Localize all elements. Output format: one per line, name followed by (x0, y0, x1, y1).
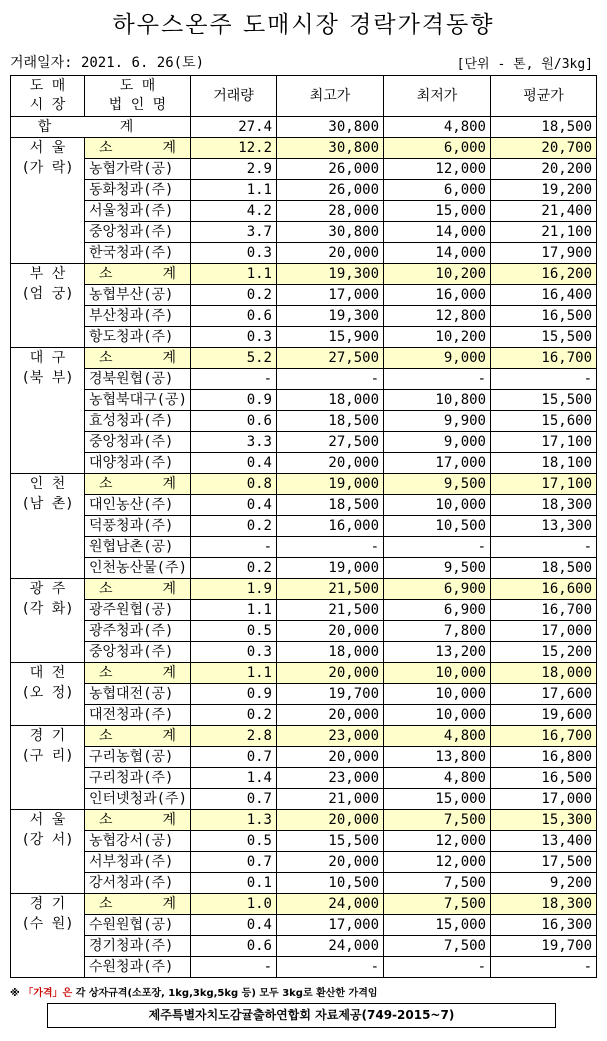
table-row (11, 306, 597, 327)
volume-cell: 0.5 (191, 621, 277, 642)
max-price-cell: 30,800 (277, 222, 384, 243)
avg-price-cell: 13,400 (491, 831, 597, 852)
min-price-cell: 10,000 (384, 684, 491, 705)
avg-price-cell: 19,700 (491, 936, 597, 957)
volume-cell: 1.0 (191, 894, 277, 915)
volume-cell: 3.3 (191, 432, 277, 453)
max-price-cell: 20,000 (277, 810, 384, 831)
avg-price-cell: 17,100 (491, 474, 597, 495)
avg-price-cell: 21,100 (491, 222, 597, 243)
corp-name: 인천농산물(주) (85, 558, 191, 579)
corp-name: 동화청과(주) (85, 180, 191, 201)
subtotal-row (11, 663, 597, 684)
avg-price-cell: 18,300 (491, 495, 597, 516)
volume-cell: 1.1 (191, 663, 277, 684)
avg-price-cell: 13,300 (491, 516, 597, 537)
price-table (10, 75, 597, 978)
header-avg: 평균가 (491, 76, 597, 117)
min-price-cell: 4,800 (384, 726, 491, 747)
market-name: 부 산 (엄 궁) (11, 264, 85, 348)
max-price-cell: 26,000 (277, 180, 384, 201)
min-price-cell: - (384, 957, 491, 978)
min-price-cell: 13,800 (384, 747, 491, 768)
min-price-cell: 9,500 (384, 558, 491, 579)
volume-cell: 1.1 (191, 600, 277, 621)
volume-cell: 0.5 (191, 831, 277, 852)
page-title: 하우스온주 도매시장 경락가격동향 (112, 12, 495, 38)
corp-name: 서부청과(주) (85, 852, 191, 873)
min-price-cell: 15,000 (384, 201, 491, 222)
market-name: 서 울 (가 락) (11, 138, 85, 264)
table-row (11, 873, 597, 894)
volume-cell: 0.6 (191, 411, 277, 432)
max-price-cell: 19,300 (277, 264, 384, 285)
market-name: 경 기 (수 원) (11, 894, 85, 978)
avg-price-cell: - (491, 957, 597, 978)
header-row (11, 76, 597, 117)
volume-cell: 0.2 (191, 705, 277, 726)
corp-name: 덕풍청과(주) (85, 516, 191, 537)
table-row (11, 327, 597, 348)
corp-name: 광주청과(주) (85, 621, 191, 642)
corp-name: 수원원협(공) (85, 915, 191, 936)
subtotal-row (11, 264, 597, 285)
max-price-cell: 20,000 (277, 705, 384, 726)
corp-name: 대양청과(주) (85, 453, 191, 474)
min-price-cell: 17,000 (384, 453, 491, 474)
table-row (11, 768, 597, 789)
max-price-cell: 15,500 (277, 831, 384, 852)
table-row (11, 642, 597, 663)
table-row (11, 957, 597, 978)
max-price-cell: 17,000 (277, 285, 384, 306)
corp-name: 강서청과(주) (85, 873, 191, 894)
table-row (11, 789, 597, 810)
trade-date: 거래일자: 2021. 6. 26(토) (10, 55, 205, 71)
header-volume: 거래량 (191, 76, 277, 117)
avg-price-cell: 15,200 (491, 642, 597, 663)
avg-price-cell: 15,600 (491, 411, 597, 432)
volume-cell: 4.2 (191, 201, 277, 222)
min-price-cell: 10,000 (384, 495, 491, 516)
total-max: 30,800 (277, 117, 384, 138)
corp-name: 소 계 (85, 138, 191, 159)
table-row (11, 390, 597, 411)
avg-price-cell: 15,300 (491, 810, 597, 831)
max-price-cell: 30,800 (277, 138, 384, 159)
min-price-cell: 6,900 (384, 579, 491, 600)
max-price-cell: 20,000 (277, 747, 384, 768)
min-price-cell: 9,500 (384, 474, 491, 495)
max-price-cell: 20,000 (277, 453, 384, 474)
avg-price-cell: 16,600 (491, 579, 597, 600)
avg-price-cell: 20,200 (491, 159, 597, 180)
avg-price-cell: 15,500 (491, 390, 597, 411)
table-row (11, 222, 597, 243)
header-min: 최저가 (384, 76, 491, 117)
corp-name: 광주원협(공) (85, 600, 191, 621)
max-price-cell: 20,000 (277, 852, 384, 873)
market-name: 서 울 (강 서) (11, 810, 85, 894)
volume-cell: 0.3 (191, 243, 277, 264)
avg-price-cell: 21,400 (491, 201, 597, 222)
volume-cell: 2.8 (191, 726, 277, 747)
volume-cell: 0.2 (191, 285, 277, 306)
min-price-cell: 7,800 (384, 621, 491, 642)
corp-name: 구리청과(주) (85, 768, 191, 789)
header-market: 도 매 시 장 (11, 76, 85, 117)
max-price-cell: 27,500 (277, 432, 384, 453)
corp-name: 소 계 (85, 894, 191, 915)
avg-price-cell: 16,200 (491, 264, 597, 285)
subtotal-row (11, 579, 597, 600)
subtotal-row (11, 726, 597, 747)
corp-name: 농협강서(공) (85, 831, 191, 852)
table-row (11, 747, 597, 768)
max-price-cell: 20,000 (277, 621, 384, 642)
corp-name: 원협남촌(공) (85, 537, 191, 558)
avg-price-cell: 18,000 (491, 663, 597, 684)
avg-price-cell: 20,700 (491, 138, 597, 159)
corp-name: 소 계 (85, 348, 191, 369)
min-price-cell: 12,800 (384, 306, 491, 327)
header-corp: 도 매 법 인 명 (85, 76, 191, 117)
volume-cell: 0.9 (191, 390, 277, 411)
corp-name: 한국청과(주) (85, 243, 191, 264)
avg-price-cell: 16,800 (491, 747, 597, 768)
min-price-cell: 7,500 (384, 873, 491, 894)
min-price-cell: 7,500 (384, 936, 491, 957)
min-price-cell: 14,000 (384, 243, 491, 264)
volume-cell: 0.3 (191, 642, 277, 663)
volume-cell: 3.7 (191, 222, 277, 243)
avg-price-cell: 17,000 (491, 621, 597, 642)
min-price-cell: 15,000 (384, 915, 491, 936)
table-row (11, 558, 597, 579)
table-row (11, 831, 597, 852)
table-row (11, 600, 597, 621)
avg-price-cell: 16,300 (491, 915, 597, 936)
min-price-cell: 10,200 (384, 327, 491, 348)
corp-name: 항도청과(주) (85, 327, 191, 348)
corp-name: 소 계 (85, 726, 191, 747)
corp-name: 농협대전(공) (85, 684, 191, 705)
volume-cell: 2.9 (191, 159, 277, 180)
min-price-cell: 12,000 (384, 852, 491, 873)
max-price-cell: 21,000 (277, 789, 384, 810)
volume-cell: 0.4 (191, 495, 277, 516)
avg-price-cell: 17,000 (491, 789, 597, 810)
avg-price-cell: 16,500 (491, 768, 597, 789)
corp-name: 인터넷청과(주) (85, 789, 191, 810)
max-price-cell: 19,700 (277, 684, 384, 705)
max-price-cell: 28,000 (277, 201, 384, 222)
corp-name: 중앙청과(주) (85, 432, 191, 453)
volume-cell: - (191, 369, 277, 390)
min-price-cell: 9,000 (384, 348, 491, 369)
corp-name: 소 계 (85, 663, 191, 684)
min-price-cell: 14,000 (384, 222, 491, 243)
corp-name: 부산청과(주) (85, 306, 191, 327)
max-price-cell: 27,500 (277, 348, 384, 369)
total-volume: 27.4 (191, 117, 277, 138)
footnote: ※ 「가격」은 각 상자규격(소포장, 1kg,3kg,5kg 등) 모두 3kg로 환산한 가격임 (10, 988, 378, 999)
max-price-cell: 26,000 (277, 159, 384, 180)
avg-price-cell: 17,500 (491, 852, 597, 873)
subtotal-row (11, 810, 597, 831)
table-row (11, 453, 597, 474)
corp-name: 농협북대구(공) (85, 390, 191, 411)
table-row (11, 516, 597, 537)
min-price-cell: 13,200 (384, 642, 491, 663)
table-row (11, 537, 597, 558)
table-row (11, 705, 597, 726)
min-price-cell: 7,500 (384, 894, 491, 915)
corp-name: 효성청과(주) (85, 411, 191, 432)
max-price-cell: 24,000 (277, 894, 384, 915)
volume-cell: 5.2 (191, 348, 277, 369)
max-price-cell: 16,000 (277, 516, 384, 537)
max-price-cell: 21,500 (277, 600, 384, 621)
market-name: 경 기 (구 리) (11, 726, 85, 810)
max-price-cell: 15,900 (277, 327, 384, 348)
max-price-cell: 10,500 (277, 873, 384, 894)
market-name: 인 천 (남 촌) (11, 474, 85, 579)
min-price-cell: 4,800 (384, 768, 491, 789)
corp-name: 경기청과(주) (85, 936, 191, 957)
avg-price-cell: 18,300 (491, 894, 597, 915)
total-avg: 18,500 (491, 117, 597, 138)
volume-cell: 0.3 (191, 327, 277, 348)
header-max: 최고가 (277, 76, 384, 117)
volume-cell: 1.1 (191, 264, 277, 285)
volume-cell: 0.9 (191, 684, 277, 705)
avg-price-cell: 19,600 (491, 705, 597, 726)
max-price-cell: - (277, 369, 384, 390)
min-price-cell: 15,000 (384, 789, 491, 810)
volume-cell: 0.8 (191, 474, 277, 495)
corp-name: 수원청과(주) (85, 957, 191, 978)
max-price-cell: 18,500 (277, 495, 384, 516)
table-row (11, 684, 597, 705)
min-price-cell: 9,900 (384, 411, 491, 432)
corp-name: 경북원협(공) (85, 369, 191, 390)
avg-price-cell: - (491, 537, 597, 558)
avg-price-cell: 18,500 (491, 558, 597, 579)
min-price-cell: 12,000 (384, 831, 491, 852)
subtotal-row (11, 138, 597, 159)
avg-price-cell: 17,600 (491, 684, 597, 705)
avg-price-cell: - (491, 369, 597, 390)
unit-label: [단위 - 톤, 원/3kg] (456, 57, 593, 72)
min-price-cell: 16,000 (384, 285, 491, 306)
table-row (11, 180, 597, 201)
volume-cell: 0.7 (191, 747, 277, 768)
corp-name: 소 계 (85, 810, 191, 831)
table-row (11, 243, 597, 264)
min-price-cell: 7,500 (384, 810, 491, 831)
avg-price-cell: 19,200 (491, 180, 597, 201)
subtotal-row (11, 348, 597, 369)
table-row (11, 915, 597, 936)
max-price-cell: 19,300 (277, 306, 384, 327)
total-row (11, 117, 597, 138)
subtotal-row (11, 474, 597, 495)
avg-price-cell: 16,400 (491, 285, 597, 306)
corp-name: 농협부산(공) (85, 285, 191, 306)
table-row (11, 369, 597, 390)
min-price-cell: 10,800 (384, 390, 491, 411)
min-price-cell: 10,200 (384, 264, 491, 285)
min-price-cell: - (384, 369, 491, 390)
table-row (11, 285, 597, 306)
corp-name: 소 계 (85, 474, 191, 495)
avg-price-cell: 16,700 (491, 348, 597, 369)
min-price-cell: 10,000 (384, 663, 491, 684)
corp-name: 대전청과(주) (85, 705, 191, 726)
min-price-cell: 10,500 (384, 516, 491, 537)
min-price-cell: - (384, 537, 491, 558)
max-price-cell: 20,000 (277, 243, 384, 264)
volume-cell: - (191, 957, 277, 978)
corp-name: 소 계 (85, 264, 191, 285)
avg-price-cell: 17,100 (491, 432, 597, 453)
max-price-cell: 19,000 (277, 474, 384, 495)
table-row (11, 201, 597, 222)
volume-cell: 0.6 (191, 936, 277, 957)
corp-name: 구리농협(공) (85, 747, 191, 768)
volume-cell: - (191, 537, 277, 558)
total-label: 합 계 (11, 117, 191, 138)
min-price-cell: 6,000 (384, 180, 491, 201)
volume-cell: 0.7 (191, 789, 277, 810)
min-price-cell: 10,000 (384, 705, 491, 726)
max-price-cell: - (277, 957, 384, 978)
min-price-cell: 9,000 (384, 432, 491, 453)
min-price-cell: 12,000 (384, 159, 491, 180)
volume-cell: 0.7 (191, 852, 277, 873)
volume-cell: 1.9 (191, 579, 277, 600)
max-price-cell: 21,500 (277, 579, 384, 600)
volume-cell: 1.4 (191, 768, 277, 789)
table-row (11, 621, 597, 642)
avg-price-cell: 16,700 (491, 726, 597, 747)
volume-cell: 1.3 (191, 810, 277, 831)
avg-price-cell: 15,500 (491, 327, 597, 348)
source-credit: 제주특별자치도감귤출하연합회 자료제공(749-2015~7) (47, 1003, 556, 1028)
avg-price-cell: 16,700 (491, 600, 597, 621)
table-row (11, 432, 597, 453)
corp-name: 대인농산(주) (85, 495, 191, 516)
table-row (11, 159, 597, 180)
volume-cell: 0.1 (191, 873, 277, 894)
volume-cell: 0.2 (191, 516, 277, 537)
subtotal-row (11, 894, 597, 915)
volume-cell: 0.4 (191, 915, 277, 936)
volume-cell: 0.6 (191, 306, 277, 327)
avg-price-cell: 18,100 (491, 453, 597, 474)
corp-name: 중앙청과(주) (85, 222, 191, 243)
volume-cell: 12.2 (191, 138, 277, 159)
min-price-cell: 6,000 (384, 138, 491, 159)
volume-cell: 0.4 (191, 453, 277, 474)
corp-name: 소 계 (85, 579, 191, 600)
total-min: 4,800 (384, 117, 491, 138)
max-price-cell: 19,000 (277, 558, 384, 579)
avg-price-cell: 16,500 (491, 306, 597, 327)
table-row (11, 852, 597, 873)
market-name: 광 주 (각 화) (11, 579, 85, 663)
max-price-cell: 23,000 (277, 726, 384, 747)
market-name: 대 전 (오 정) (11, 663, 85, 726)
max-price-cell: 23,000 (277, 768, 384, 789)
table-row (11, 495, 597, 516)
min-price-cell: 6,900 (384, 600, 491, 621)
corp-name: 중앙청과(주) (85, 642, 191, 663)
volume-cell: 1.1 (191, 180, 277, 201)
max-price-cell: 17,000 (277, 915, 384, 936)
max-price-cell: 20,000 (277, 663, 384, 684)
table-row (11, 411, 597, 432)
avg-price-cell: 17,900 (491, 243, 597, 264)
avg-price-cell: 9,200 (491, 873, 597, 894)
max-price-cell: 18,000 (277, 390, 384, 411)
max-price-cell: 18,500 (277, 411, 384, 432)
max-price-cell: 18,000 (277, 642, 384, 663)
market-name: 대 구 (북 부) (11, 348, 85, 474)
max-price-cell: - (277, 537, 384, 558)
corp-name: 서울청과(주) (85, 201, 191, 222)
corp-name: 농협가락(공) (85, 159, 191, 180)
table-row (11, 936, 597, 957)
volume-cell: 0.2 (191, 558, 277, 579)
max-price-cell: 24,000 (277, 936, 384, 957)
